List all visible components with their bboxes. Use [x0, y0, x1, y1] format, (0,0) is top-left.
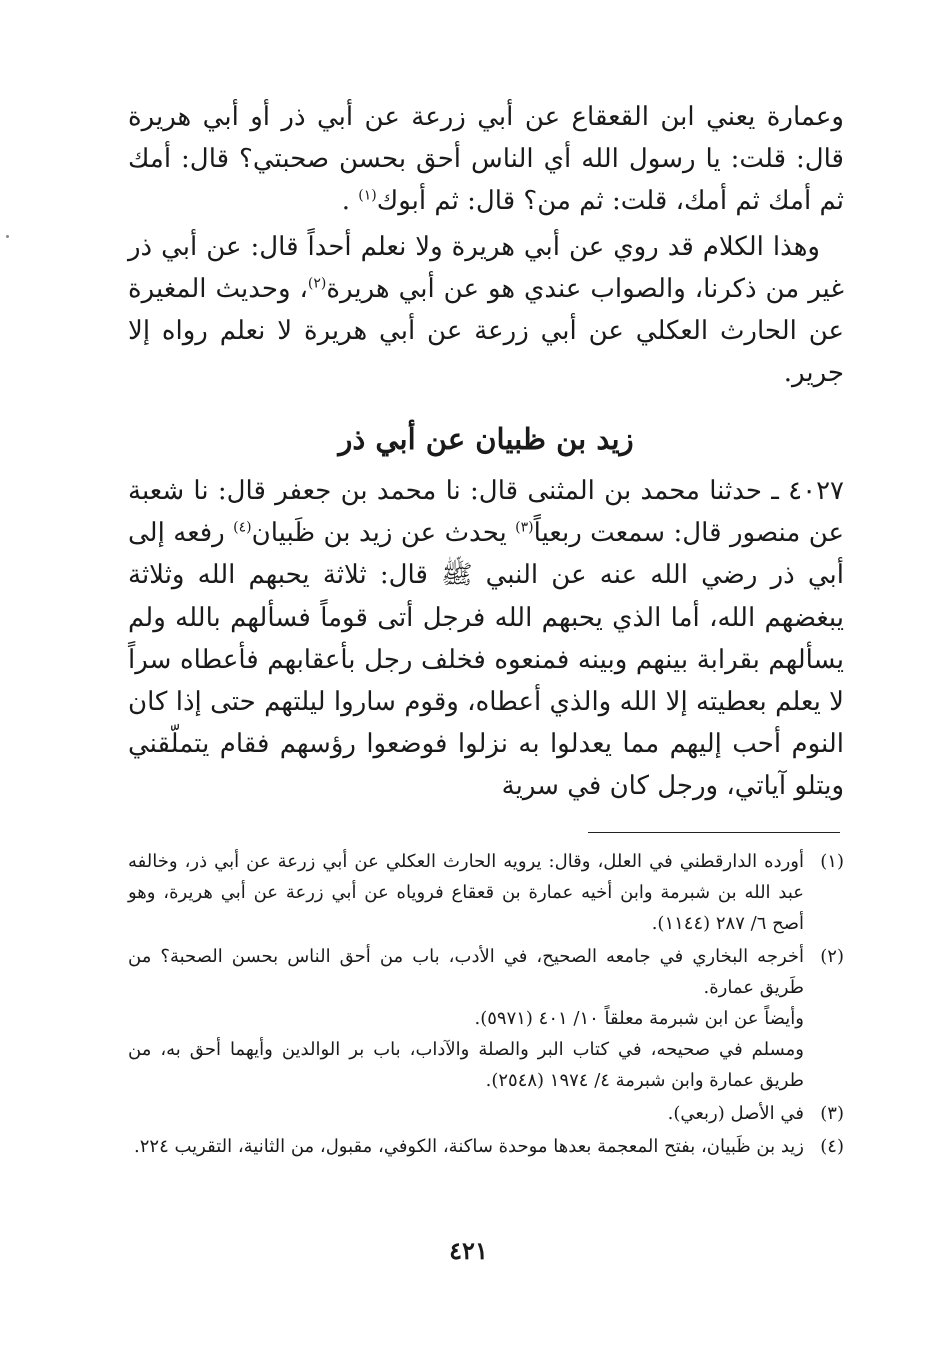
continuation-text: [128, 96, 844, 394]
hadith-entry: [128, 470, 844, 808]
footnote-line: أخرجه البخاري في جامعه الصحيح، في الأدب، باب من أحق الناس بحسن الصحبة؟ من طَريق عمارة.: [128, 946, 804, 998]
hadith-text-c: رفعه إلى أبي ذر رضي الله عنه عن النبي ﷺ قال: ثلاثة يحبهم الله وثلاثة يبغضهم الله، أما الذي يحبهم الله فرجل أتى قوماً فسألهم بالله ولم يسألهم بقرابة بينهم وبينه فمنعوه فخلف رجل بأعقابهم فأعطاه سراً لا يعلم بعطيته إلا الله والذي أعطاه، وقوم ساروا ليلتهم حتى إذا كان النوم أحب إليهم مما يعدلوا به نزلوا فوضعوا رؤسهم فقام يتملّقني ويتلو آياتي، ورجل كان في سرية: [128, 518, 844, 802]
footnote-4: [128, 1131, 844, 1162]
footnote-line: أورده الدارقطني في العلل، وقال: يرويه الحارث العكلي عن أبي زرعة عن أبي ذر، وخالفه عبد الله بن شبرمة وابن أخيه عمارة بن قعقاع فروياه عن أبي زرعة عن أبي هريرة، وهو أصح ٦/ ٢٨٧ (١١٤٤).: [128, 851, 804, 934]
page-number: ٤٢١: [449, 1236, 488, 1265]
hadith-number: ٤٠٢٧: [788, 476, 844, 506]
scan-speck: [6, 235, 9, 238]
section-heading: زيد بن ظبيان عن أبي ذر: [338, 422, 634, 456]
footnote-ref-1[interactable]: (١): [358, 187, 377, 204]
footnote-line: في الأصل (ربعي).: [667, 1103, 804, 1124]
footnote-line: زيد بن ظَبيان، بفتح المعجمة بعدها موحدة ساكنة، الكوفي، مقبول، من الثانية، التقريب ٢٢٤.: [134, 1136, 804, 1157]
footnote-ref-4[interactable]: (٤): [233, 519, 252, 536]
paragraph-1-end: .: [341, 186, 351, 216]
footnote-marker: (٣): [820, 1103, 844, 1124]
paragraph-2: [128, 226, 844, 394]
footnote-line: وأيضاً عن ابن شبرمة معلقاً ١٠/ ٤٠١ (٥٩٧١).: [474, 1008, 804, 1029]
footnote-marker: (٤): [820, 1136, 844, 1157]
footnote-ref-3[interactable]: (٣): [515, 519, 534, 536]
footnote-3: [128, 1098, 844, 1129]
footnotes: [128, 846, 844, 1164]
paragraph-2-text-a: وهذا الكلام قد روي عن أبي هريرة ولا نعلم أحداً قال: عن أبي ذر غير من ذكرنا، والصواب عندي هو عن أبي هريرة: [128, 232, 844, 304]
footnote-body: [128, 1098, 804, 1129]
paragraph-1-text: وعمارة يعني ابن القعقاع عن أبي زرعة عن أبي ذر أو أبي هريرة قال: قلت: يا رسول الله أي الناس أحق بحسن صحبتي؟ قال: أمك ثم أمك ثم أمك، قلت: ثم من؟ قال: ثم أبوك: [128, 102, 844, 216]
footnote-body: [128, 1131, 804, 1162]
footnote-1: [128, 846, 844, 939]
hadith-text-b: يحدث عن زيد بن ظَبيان: [251, 518, 516, 549]
footnote-body: [128, 941, 804, 1096]
footnote-marker: (١): [820, 851, 844, 872]
paragraph-1: [128, 96, 844, 222]
footnote-marker: (٢): [820, 946, 844, 967]
footnote-divider: [588, 832, 840, 833]
hadith-text-a: ـ حدثنا محمد بن المثنى قال: نا محمد بن جعفر قال: نا شعبة عن منصور قال: سمعت ربعياً: [128, 476, 845, 549]
footnote-line: ومسلم في صحيحه، في كتاب البر والصلة والآداب، باب بر الوالدين وأيهما أحق به، من طريق عمارة وابن شبرمة ٤/ ١٩٧٤ (٢٥٤٨).: [128, 1039, 804, 1091]
footnote-body: [128, 846, 804, 939]
footnote-2: [128, 941, 844, 1096]
footnote-ref-2[interactable]: (٢): [307, 275, 327, 292]
paragraph-2-text-b: ، وحديث المغيرة عن الحارث العكلي عن أبي زرعة عن أبي هريرة لا نعلم رواه إلا جرير.: [128, 274, 844, 388]
